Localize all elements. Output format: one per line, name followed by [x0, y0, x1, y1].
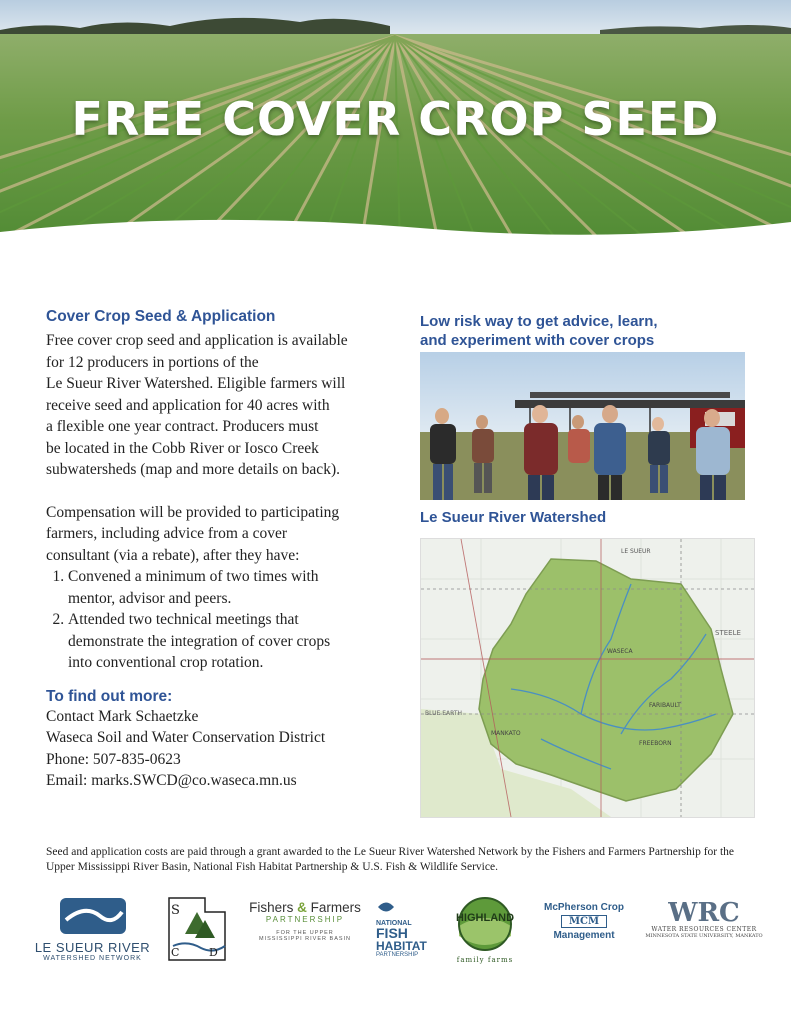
text-line: receive seed and application for 40 acres with: [46, 396, 330, 414]
hero-banner: [0, 0, 791, 250]
section-heading-seed: Cover Crop Seed & Application: [46, 308, 276, 325]
wrc-line1: WATER RESOURCES CENTER: [651, 926, 757, 933]
map-caption-wrapper: [420, 508, 606, 527]
text-line: mentor, advisor and peers.: [68, 589, 232, 607]
fishers-title: [240, 900, 370, 915]
logo-lesueur-text: LE SUEUR RIVER: [34, 940, 151, 955]
text-line: Free cover crop seed and application is available: [46, 332, 348, 349]
map-label-waseca: WASECA: [607, 648, 633, 655]
contact-phone: Phone: 507-835-0623: [46, 750, 181, 768]
requirements-list: [46, 566, 398, 674]
fishers-sub1: FOR THE UPPER: [276, 930, 334, 936]
nfhp-national: NATIONAL: [376, 920, 412, 927]
mcpherson-mcm: MCM: [561, 915, 607, 928]
farmers-word: Farmers: [310, 900, 361, 915]
river-wave-icon: [30, 894, 155, 936]
partner-logos: [30, 890, 770, 970]
logo-highland-farms: [452, 896, 518, 964]
fishers-sub2: MISSISSIPPI RIVER BASIN: [258, 936, 352, 942]
text-line: into conventional crop rotation.: [68, 654, 264, 671]
photo-caption: [420, 312, 745, 350]
text-line: farmers, including advice from a cover: [46, 525, 288, 542]
paragraph-availability: [46, 330, 398, 481]
logo-fishers-farmers: [240, 900, 370, 960]
fishers-word: Fishers: [249, 900, 294, 915]
wrc-line2: MINNESOTA STATE UNIVERSITY, MANKATO: [645, 933, 763, 939]
list-item: [68, 609, 398, 674]
map-label-mankato: MANKATO: [491, 730, 521, 737]
svg-text:D: D: [209, 946, 218, 959]
logo-nfhp: [376, 898, 442, 970]
map-label-faribault: FARIBAULT: [649, 702, 681, 709]
field-day-photo: [420, 352, 745, 500]
highland-sub: family farms: [456, 956, 514, 964]
mcpherson-line2: Management: [553, 930, 615, 941]
nfhp-fish: FISH: [376, 925, 408, 941]
text-line: Le Sueur River Watershed. Eligible farmers will: [46, 375, 346, 392]
logo-le-sueur-river: [30, 894, 155, 966]
text-line: Compensation will be provided to participating: [46, 503, 340, 521]
logo-mcpherson: [534, 902, 634, 952]
logo-swcd: [165, 894, 233, 964]
map-label-steele: STEELE: [715, 629, 741, 637]
page-title: FREE COVER CROP SEED: [71, 92, 720, 146]
fishers-partnership: PARTNERSHIP: [265, 915, 345, 924]
funding-footnote: Seed and application costs are paid through a grant awarded to the Le Sueur River Watershed Network by the Fishers and Farmers Partnership for the Upper Mississippi River Basin, National Fish Habitat Partnership & U.S. Fish & Wildlife Service.: [46, 846, 735, 873]
list-item: [68, 566, 398, 609]
text-line: demonstrate the integration of cover crops: [68, 632, 331, 650]
contact-email[interactable]: Email: marks.SWCD@co.waseca.mn.us: [46, 772, 297, 789]
contact-name: Contact Mark Schaetzke: [46, 707, 199, 725]
highland-name: HIGHLAND: [455, 912, 515, 924]
photo-caption-line: and experiment with cover crops: [420, 332, 655, 349]
nfhp-habitat: HABITAT: [376, 939, 427, 953]
contact-organization: Waseca Soil and Water Conservation District: [46, 729, 326, 746]
text-line: be located in the Cobb River or Iosco Creek: [46, 439, 319, 457]
swcd-emblem-icon: [165, 894, 233, 964]
text-line: for 12 producers in portions of the: [46, 353, 259, 371]
map-label-blue-earth: BLUE EARTH: [425, 710, 463, 717]
fishers-amp: &: [297, 900, 307, 915]
nfhp-partnership: PARTNERSHIP: [376, 952, 419, 958]
svg-text:C: C: [171, 946, 180, 959]
paragraph-compensation: [46, 502, 398, 567]
highland-badge-icon: [452, 896, 518, 952]
watershed-map-illustration: [421, 539, 754, 817]
text-line: 1. Convened a minimum of two times with: [68, 568, 319, 585]
left-column: [46, 308, 398, 792]
svg-text:S: S: [171, 903, 180, 918]
contact-block: [46, 688, 398, 792]
text-line: subwatersheds (map and more details on back).: [46, 461, 340, 478]
wrc-mark: WRC: [668, 898, 740, 928]
group-photo-illustration: [420, 352, 745, 500]
logo-lesueur-subtext: WATERSHED NETWORK: [43, 955, 142, 962]
map-label-freeborn: FREEBORN: [639, 740, 672, 747]
map-caption: Le Sueur River Watershed: [420, 509, 607, 526]
text-line: a flexible one year contract. Producers must: [46, 418, 319, 435]
photo-caption-line: Low risk way to get advice, learn,: [420, 313, 658, 330]
text-line: 2. Attended two technical meetings that: [68, 611, 299, 628]
mcpherson-line1: McPherson Crop: [543, 902, 624, 913]
text-line: consultant (via a rebate), after they have:: [46, 546, 300, 564]
logo-wrc: [640, 900, 768, 950]
contact-heading: To find out more:: [46, 687, 173, 705]
fish-icon: [376, 898, 396, 916]
watershed-map: [420, 538, 755, 818]
map-label-le-sueur: LE SUEUR: [621, 548, 651, 555]
